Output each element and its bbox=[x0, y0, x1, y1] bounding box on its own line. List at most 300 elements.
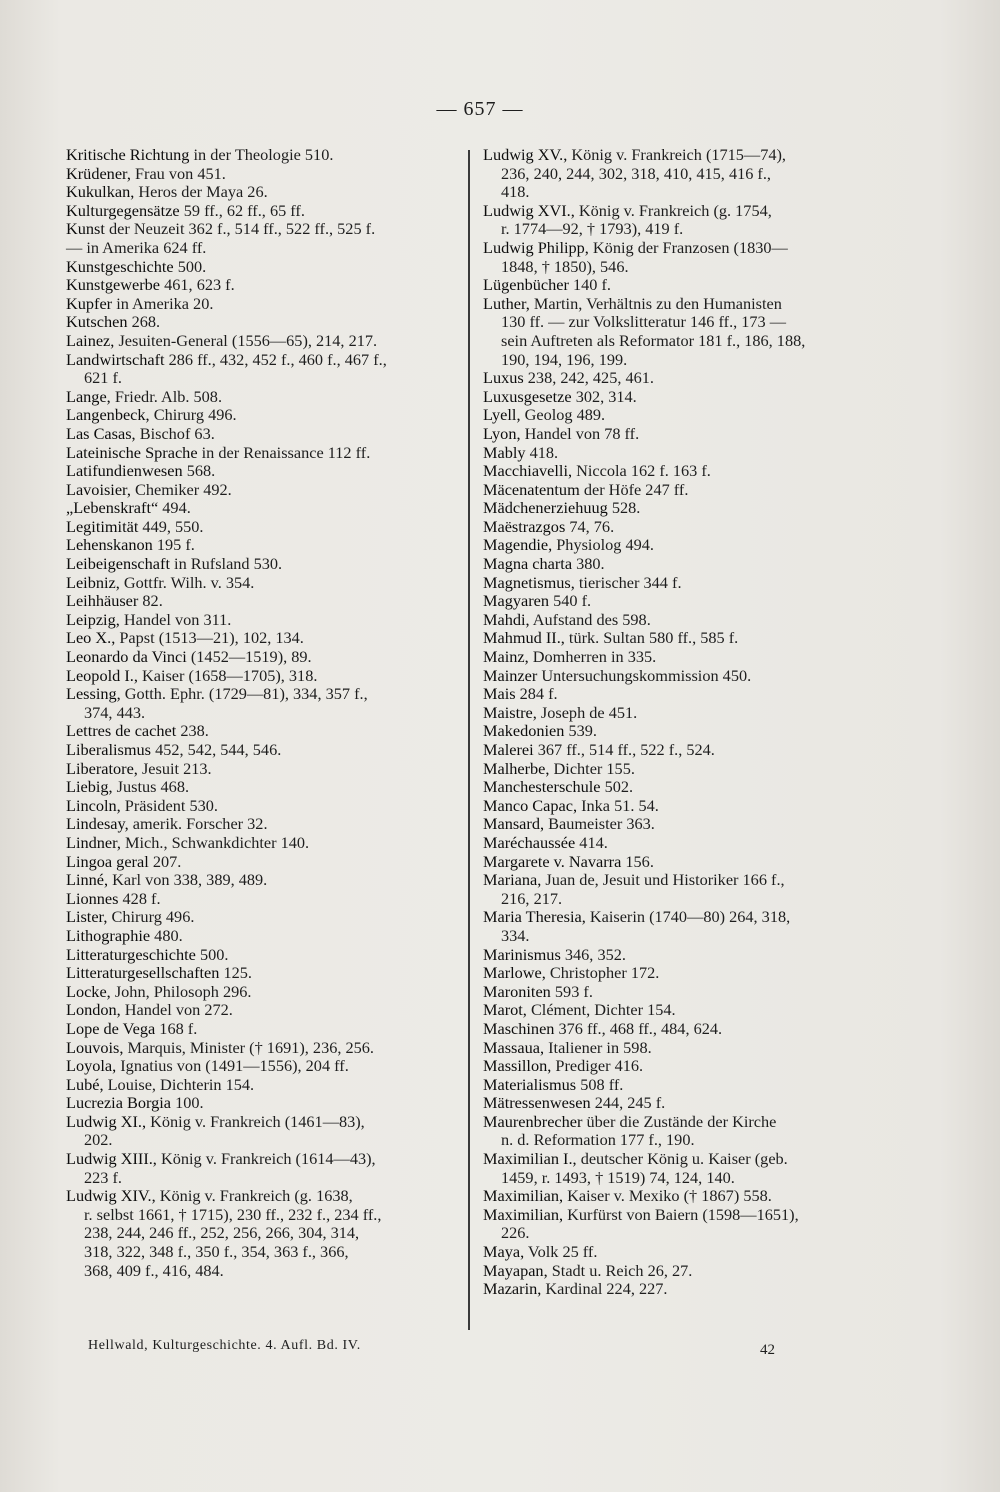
index-entry-headword: Langenbeck, bbox=[66, 405, 150, 425]
index-entry-references: Niccola 162 f. 163 f. bbox=[576, 461, 711, 481]
index-entry bbox=[483, 202, 873, 239]
index-entry-headword: Leibeigenschaft bbox=[66, 554, 170, 574]
index-entry-headword: Ludwig XIV., bbox=[66, 1186, 156, 1206]
index-entry bbox=[483, 425, 873, 444]
index-entry bbox=[483, 444, 873, 463]
index-entry-headword: Legitimität bbox=[66, 516, 139, 536]
index-entry bbox=[66, 183, 462, 202]
index-entry bbox=[66, 165, 462, 184]
index-entry-references: Gottfr. Wilh. v. 354. bbox=[123, 572, 255, 592]
index-entry-references: Präsident 530. bbox=[124, 795, 218, 815]
index-entry-headword: Maschinen bbox=[483, 1018, 555, 1038]
index-entry-continuation: 190, 194, 196, 199. bbox=[501, 349, 628, 369]
index-entry-references: 502. bbox=[604, 777, 634, 797]
index-entry bbox=[66, 351, 462, 388]
index-entry-references: 508 ff. bbox=[580, 1074, 624, 1094]
index-entry-headword: Lincoln, bbox=[66, 795, 121, 815]
index-entry-references: Kardinal 224, 227. bbox=[545, 1279, 668, 1299]
index-entry-references: Geolog 489. bbox=[524, 405, 606, 425]
index-entry-headword: Litteraturgesellschaften bbox=[66, 963, 220, 983]
index-entry-references: König v. Frankreich (1715—74), bbox=[571, 145, 786, 164]
index-entry bbox=[66, 1113, 462, 1150]
index-entry-headword: Magna charta bbox=[483, 554, 573, 574]
index-entry bbox=[483, 853, 873, 872]
index-entry bbox=[66, 927, 462, 946]
index-entry bbox=[483, 778, 873, 797]
index-entry-references: Papst (1513—21), 102, 134. bbox=[119, 628, 304, 648]
index-entry-references: 494. bbox=[162, 498, 191, 518]
index-entry bbox=[66, 146, 462, 165]
index-entry bbox=[66, 908, 462, 927]
index-entry-references: 480. bbox=[154, 925, 183, 945]
index-entry-references: König v. Frankreich (1614—43), bbox=[160, 1149, 376, 1169]
index-entry bbox=[483, 499, 873, 518]
index-entry bbox=[66, 388, 462, 407]
index-entry-headword: Materialismus bbox=[483, 1074, 577, 1094]
index-entry bbox=[483, 239, 873, 276]
index-entry bbox=[483, 648, 873, 667]
index-entry-references: in Amerika 20. bbox=[116, 293, 214, 313]
index-entry bbox=[483, 1150, 873, 1187]
index-entry-headword: Liberatore, bbox=[66, 758, 138, 778]
index-entry bbox=[483, 946, 873, 965]
index-entry bbox=[66, 629, 462, 648]
index-entry bbox=[66, 834, 462, 853]
index-entry bbox=[66, 406, 462, 425]
index-entry-references: Kurfürst von Baiern (1598—1651), bbox=[567, 1204, 799, 1224]
index-entry bbox=[66, 499, 462, 518]
index-entry-continuation: 1459, r. 1493, † 1519) 74, 124, 140. bbox=[501, 1167, 735, 1187]
index-entry bbox=[66, 574, 462, 593]
index-entry bbox=[483, 555, 873, 574]
index-entry-headword: Margarete v. Navarra bbox=[483, 851, 622, 871]
index-entry bbox=[483, 722, 873, 741]
index-entry-headword: Mäcenatentum bbox=[483, 479, 580, 499]
index-entry-references: Kaiser v. Mexiko († 1867) 558. bbox=[567, 1186, 772, 1206]
index-entry-headword: Luxus bbox=[483, 368, 524, 388]
index-entry-headword: Magnetismus, bbox=[483, 572, 575, 592]
index-column-right bbox=[483, 146, 873, 1299]
index-entry-references: Chirurg 496. bbox=[111, 907, 195, 927]
index-entry bbox=[66, 890, 462, 909]
index-entry-references: Jesuiten-General (1556—65), 214, 217. bbox=[118, 330, 378, 350]
index-entry bbox=[483, 871, 873, 908]
index-entry-continuation: r. selbst 1661, † 1715), 230 ff., 232 f., 234 ff., bbox=[84, 1204, 382, 1224]
index-entry bbox=[483, 1206, 873, 1243]
index-entry-references: Friedr. Alb. 508. bbox=[114, 386, 223, 406]
index-entry bbox=[483, 1280, 873, 1299]
index-entry bbox=[66, 295, 462, 314]
index-entry bbox=[483, 815, 873, 834]
index-entry-headword: Luther, bbox=[483, 293, 530, 313]
index-entry bbox=[66, 797, 462, 816]
index-entry bbox=[66, 1001, 462, 1020]
index-entry-references: Gotth. Ephr. (1729—81), 334, 357 f., bbox=[124, 684, 368, 704]
index-entry-references: 539. bbox=[568, 721, 597, 741]
index-entry-references: 414. bbox=[579, 832, 608, 852]
index-entry-headword: Lavoisier, bbox=[66, 479, 131, 499]
index-entry bbox=[483, 295, 873, 369]
index-entry-references: Dichter 155. bbox=[553, 758, 635, 778]
index-entry-headword: Leopold I., bbox=[66, 665, 138, 685]
index-entry-headword: Lindner, bbox=[66, 832, 121, 852]
index-entry bbox=[66, 425, 462, 444]
index-entry bbox=[483, 908, 873, 945]
index-entry-headword: Marlowe, bbox=[483, 963, 546, 983]
index-entry-references: Baumeister 363. bbox=[548, 814, 655, 834]
index-entry bbox=[66, 462, 462, 481]
index-entry bbox=[483, 1187, 873, 1206]
index-entry bbox=[66, 555, 462, 574]
index-entry-headword: Mably bbox=[483, 442, 526, 462]
index-entry-references: 244, 245 f. bbox=[594, 1093, 666, 1113]
index-entry bbox=[483, 536, 873, 555]
index-entry-headword: Ludwig XVI., bbox=[483, 200, 575, 220]
index-entry-references: 268. bbox=[131, 312, 161, 332]
index-entry bbox=[66, 667, 462, 686]
index-entry-headword: Magendie, bbox=[483, 535, 553, 555]
index-entry bbox=[483, 797, 873, 816]
index-entry-headword: Mätressenwesen bbox=[483, 1093, 591, 1113]
index-entry-references: 156. bbox=[625, 851, 654, 871]
index-entry-references: 461, 623 f. bbox=[164, 275, 235, 295]
index-entry-references: König v. Frankreich (g. 1638, bbox=[159, 1186, 353, 1206]
index-entry bbox=[483, 592, 873, 611]
index-entry-references: 540 f. bbox=[553, 591, 592, 611]
index-entry-headword: Lister, bbox=[66, 907, 108, 927]
index-entry-headword: Lettres de cachet bbox=[66, 721, 177, 741]
index-entry-headword: Lucrezia Borgia bbox=[66, 1093, 172, 1113]
index-entry bbox=[66, 220, 462, 239]
index-entry bbox=[66, 648, 462, 667]
index-entry bbox=[483, 1243, 873, 1262]
index-entry-headword: Mais bbox=[483, 684, 516, 704]
index-entry-references: 207. bbox=[152, 851, 182, 871]
index-entry bbox=[483, 388, 873, 407]
page-footer: Hellwald, Kulturgeschichte. 4. Aufl. Bd. IV. bbox=[88, 1338, 361, 1353]
index-entry-headword: Mahmud II., bbox=[483, 628, 565, 648]
index-entry-headword: Maurenbrecher bbox=[483, 1111, 583, 1131]
index-entry-references: — in Amerika 624 ff. bbox=[66, 237, 207, 257]
index-entry-headword: Marot, bbox=[483, 1000, 527, 1020]
index-entry-headword: Luxusgesetze bbox=[483, 386, 572, 406]
index-entry-references: 346, 352. bbox=[564, 944, 626, 964]
index-entry-headword: Mädchenerziehuug bbox=[483, 498, 608, 518]
index-entry-references: Kaiserin (1740—80) 264, 318, bbox=[589, 907, 791, 927]
index-entry-references: in der Renaissance 112 ff. bbox=[201, 442, 371, 462]
index-entry-headword: Mainz, bbox=[483, 647, 529, 667]
index-entry-references: Frau von 451. bbox=[134, 163, 226, 183]
index-entry-headword: Leibniz, bbox=[66, 572, 120, 592]
index-entry-headword: Lange, bbox=[66, 386, 111, 406]
index-entry bbox=[66, 276, 462, 295]
index-entry-references: 195 f. bbox=[156, 535, 195, 555]
index-entry-references: über die Zustände der Kirche bbox=[586, 1111, 777, 1131]
index-entry-headword: Massaua, bbox=[483, 1037, 545, 1057]
index-entry-references: König der Franzosen (1830— bbox=[592, 237, 788, 257]
index-entry-headword: Landwirtschaft bbox=[66, 349, 165, 369]
index-entry-references: Martin, Verhältnis zu den Humanisten bbox=[533, 293, 782, 313]
index-entry-references: 59 ff., 62 ff., 65 ff. bbox=[183, 200, 305, 220]
index-entry-references: Handel von 272. bbox=[124, 1000, 233, 1020]
index-entry-references: Joseph de 451. bbox=[540, 702, 638, 722]
index-entry-headword: Kunstgewerbe bbox=[66, 275, 161, 295]
index-entry bbox=[66, 313, 462, 332]
index-entry-references: Bischof 63. bbox=[139, 423, 215, 443]
index-entry bbox=[483, 1094, 873, 1113]
index-entry-continuation: n. d. Reformation 177 f., 190. bbox=[501, 1130, 695, 1150]
index-entry-continuation: 621 f. bbox=[84, 368, 122, 388]
index-entry-references: 452, 542, 544, 546. bbox=[155, 740, 282, 759]
index-entry-headword: Loyola, bbox=[66, 1056, 117, 1076]
index-entry bbox=[66, 741, 462, 760]
index-entry-continuation: r. 1774—92, † 1793), 419 f. bbox=[501, 219, 684, 239]
index-entry-references: Louise, Dichterin 154. bbox=[107, 1074, 255, 1094]
index-entry-references: in Rufsland 530. bbox=[174, 554, 283, 574]
index-entry bbox=[66, 202, 462, 221]
index-entry-headword: Ludwig XIII., bbox=[66, 1149, 157, 1169]
index-entry bbox=[483, 685, 873, 704]
index-entry-references: Volk 25 ff. bbox=[527, 1242, 598, 1262]
index-entry-references: Christopher 172. bbox=[549, 963, 660, 983]
index-entry-references: 302, 314. bbox=[575, 386, 637, 406]
index-entry bbox=[483, 834, 873, 853]
index-entry bbox=[66, 1020, 462, 1039]
index-entry-continuation: 216, 217. bbox=[501, 888, 563, 908]
index-entry bbox=[66, 778, 462, 797]
index-entry-references: 500. bbox=[199, 944, 229, 964]
index-entry bbox=[483, 611, 873, 630]
index-entry-references: König v. Frankreich (1461—83), bbox=[150, 1111, 365, 1131]
index-entry-continuation: 318, 322, 348 f., 350 f., 354, 363 f., 366, bbox=[84, 1242, 349, 1262]
index-entry-continuation: 1848, † 1850), 546. bbox=[501, 256, 629, 276]
index-entry-headword: Kunstgeschichte bbox=[66, 256, 174, 276]
index-entry-references: Ignatius von (1491—1556), 204 ff. bbox=[120, 1056, 349, 1076]
index-entry-headword: Louvois, bbox=[66, 1037, 124, 1057]
index-entry bbox=[66, 518, 462, 537]
index-entry-headword: Lessing, bbox=[66, 684, 121, 704]
index-entry bbox=[66, 481, 462, 500]
index-entry-references: Karl von 338, 389, 489. bbox=[112, 870, 268, 890]
index-entry bbox=[66, 1150, 462, 1187]
index-entry-headword: Ludwig XI., bbox=[66, 1111, 147, 1131]
index-entry bbox=[483, 1039, 873, 1058]
signature-mark: 42 bbox=[760, 1342, 775, 1358]
index-entry-references: Stadt u. Reich 26, 27. bbox=[551, 1260, 693, 1280]
index-entry-references: 82. bbox=[142, 591, 163, 611]
index-entry-headword: Massillon, bbox=[483, 1056, 552, 1076]
index-entry bbox=[483, 1113, 873, 1150]
index-entry bbox=[483, 1020, 873, 1039]
index-entry-headword: Mainzer bbox=[483, 665, 538, 685]
index-entry-references: 100. bbox=[175, 1093, 204, 1113]
index-entry bbox=[66, 258, 462, 277]
index-entry bbox=[66, 760, 462, 779]
index-entry-references: John, Philosoph 296. bbox=[114, 981, 252, 1001]
index-entry-references: Italiener in 598. bbox=[548, 1037, 652, 1057]
index-entry-references: 449, 550. bbox=[142, 516, 204, 536]
index-entry-headword: Lyon, bbox=[483, 423, 521, 443]
index-entry bbox=[483, 462, 873, 481]
index-entry-references: Chemiker 492. bbox=[134, 479, 232, 499]
index-entry-references: Handel von 311. bbox=[123, 609, 232, 629]
index-entry-references: amerik. Forscher 32. bbox=[132, 814, 268, 834]
index-entry-headword: Lateinische Sprache bbox=[66, 442, 198, 462]
index-entry bbox=[66, 611, 462, 630]
index-entry-headword: Kunst bbox=[66, 219, 105, 239]
index-entry-headword: Macchiavelli, bbox=[483, 461, 573, 481]
index-entry bbox=[66, 444, 462, 463]
index-entry-headword: Lope de Vega bbox=[66, 1018, 156, 1038]
index-entry-references: Jesuit 213. bbox=[141, 758, 212, 778]
index-entry bbox=[483, 146, 873, 202]
index-entry-continuation: 223 f. bbox=[84, 1167, 122, 1187]
index-entry-references: Inka 51. 54. bbox=[581, 795, 659, 815]
index-entry-references: 140 f. bbox=[572, 275, 611, 295]
index-entry-headword: Marinismus bbox=[483, 944, 561, 964]
index-entry bbox=[483, 369, 873, 388]
index-entry-headword: Litteraturgeschichte bbox=[66, 944, 196, 964]
index-entry bbox=[66, 983, 462, 1002]
index-entry-references: 74, 76. bbox=[569, 516, 615, 536]
index-entry-continuation: 368, 409 f., 416, 484. bbox=[84, 1260, 224, 1280]
index-entry-references: 428 f. bbox=[122, 888, 161, 908]
index-entry-headword: Leo X., bbox=[66, 628, 116, 648]
index-entry-headword: Lyell, bbox=[483, 405, 521, 425]
index-entry-references: Mich., Schwankdichter 140. bbox=[125, 832, 310, 852]
index-entry-continuation: 202. bbox=[84, 1130, 113, 1150]
index-entry-headword: Ludwig XV., bbox=[483, 145, 568, 164]
index-entry-headword: Makedonien bbox=[483, 721, 565, 741]
index-entry-headword: Leonardo da Vinci bbox=[66, 647, 187, 667]
index-entry bbox=[483, 481, 873, 500]
index-entry bbox=[483, 964, 873, 983]
index-entry-references: 238. bbox=[180, 721, 209, 741]
index-entry-headword: Las Casas, bbox=[66, 423, 136, 443]
index-entry-headword: Kritische Richtung bbox=[66, 145, 190, 164]
index-entry-references: Physiolog 494. bbox=[556, 535, 654, 555]
index-entry bbox=[66, 592, 462, 611]
index-entry-headword: Leipzig, bbox=[66, 609, 120, 629]
index-entry-headword: Maya, bbox=[483, 1242, 525, 1262]
index-entry-references: Marquis, Minister († 1691), 236, 256. bbox=[127, 1037, 374, 1057]
index-entry-references: deutscher König u. Kaiser (geb. bbox=[580, 1149, 788, 1169]
index-entry bbox=[66, 1187, 462, 1280]
index-entry bbox=[66, 722, 462, 741]
index-entry-headword: Locke, bbox=[66, 981, 111, 1001]
index-entry bbox=[483, 741, 873, 760]
index-entry-headword: Mariana, bbox=[483, 870, 542, 890]
index-entry-headword: Lithographie bbox=[66, 925, 151, 945]
index-entry-headword: Lehenskanon bbox=[66, 535, 153, 555]
index-entry bbox=[66, 332, 462, 351]
index-entry-headword: Maximilian, bbox=[483, 1204, 564, 1224]
index-entry-references: Aufstand des 598. bbox=[532, 609, 651, 629]
index-entry bbox=[66, 1057, 462, 1076]
column-divider bbox=[468, 150, 470, 1330]
index-entry-headword: „Lebenskraft“ bbox=[66, 498, 159, 518]
index-entry-references: Juan de, Jesuit und Historiker 166 f., bbox=[545, 870, 785, 890]
index-entry-headword: Maria Theresia, bbox=[483, 907, 586, 927]
index-entry-continuation: 334. bbox=[501, 925, 530, 945]
index-entry-references: türk. Sultan 580 ff., 585 f. bbox=[568, 628, 739, 648]
index-entry-references: Chirurg 496. bbox=[153, 405, 237, 425]
index-entry bbox=[66, 946, 462, 965]
index-entry-continuation: 236, 240, 244, 302, 318, 410, 415, 416 f., bbox=[501, 163, 771, 183]
index-entry-headword: Maistre, bbox=[483, 702, 537, 722]
index-entry bbox=[483, 406, 873, 425]
index-column-left bbox=[66, 146, 462, 1280]
index-entry bbox=[483, 1057, 873, 1076]
index-entry-headword: Mazarin, bbox=[483, 1279, 542, 1299]
index-entry-headword: Manchesterschule bbox=[483, 777, 601, 797]
index-entry-references: der Höfe 247 ff. bbox=[583, 479, 689, 499]
index-entry-headword: Maëstrazgos bbox=[483, 516, 566, 536]
index-entry bbox=[483, 629, 873, 648]
index-entry-headword: Maroniten bbox=[483, 981, 551, 1001]
index-entry-references: in der Theologie 510. bbox=[193, 145, 334, 164]
index-entry-references: 568. bbox=[186, 461, 216, 481]
index-entry-headword: Ludwig Philipp, bbox=[483, 237, 589, 257]
index-entry-continuation: 374, 443. bbox=[84, 702, 146, 722]
page-number: — 657 — bbox=[436, 98, 524, 120]
index-entry bbox=[483, 518, 873, 537]
index-entry-headword: Lainez, bbox=[66, 330, 115, 350]
index-entry bbox=[66, 536, 462, 555]
index-entry-headword: Maximilian, bbox=[483, 1186, 564, 1206]
index-entry-headword: Mansard, bbox=[483, 814, 545, 834]
index-entry bbox=[66, 685, 462, 722]
index-entry-references: 286 ff., 432, 452 f., 460 f., 467 f., bbox=[168, 349, 387, 369]
index-entry-references: Justus 468. bbox=[116, 777, 190, 797]
index-entry-headword: Kulturgegensätze bbox=[66, 200, 180, 220]
index-entry-references: Handel von 78 ff. bbox=[524, 423, 640, 443]
index-entry-references: 125. bbox=[223, 963, 252, 983]
index-entry bbox=[483, 1001, 873, 1020]
index-entry-headword: London, bbox=[66, 1000, 121, 1020]
index-entry-continuation: 130 ff. — zur Volkslitteratur 146 ff., 173 — bbox=[501, 312, 787, 332]
index-entry-references: König v. Frankreich (g. 1754, bbox=[578, 200, 772, 220]
index-entry-references: Kaiser (1658—1705), 318. bbox=[141, 665, 318, 685]
index-entry-references: 376 ff., 468 ff., 484, 624. bbox=[558, 1018, 723, 1038]
index-entry-headword: Mayapan, bbox=[483, 1260, 548, 1280]
index-entry-references: der Neuzeit 362 f., 514 ff., 522 ff., 525 f. bbox=[108, 219, 376, 239]
index-entry-continuation: 418. bbox=[501, 182, 530, 202]
index-entry-headword: Latifundienwesen bbox=[66, 461, 183, 481]
index-entry-headword: Kupfer bbox=[66, 293, 113, 313]
index-entry-headword: Leihhäuser bbox=[66, 591, 139, 611]
index-entry bbox=[66, 1094, 462, 1113]
index-entry-headword: Lubé, bbox=[66, 1074, 104, 1094]
index-entry-headword: Lingoa geral bbox=[66, 851, 149, 871]
index-entry bbox=[483, 574, 873, 593]
index-entry-headword: Kukulkan, bbox=[66, 182, 135, 202]
index-entry-headword: Lindesay, bbox=[66, 814, 129, 834]
index-entry-headword: Malherbe, bbox=[483, 758, 550, 778]
index-entry bbox=[66, 239, 462, 258]
index-entry-continuation: 226. bbox=[501, 1223, 530, 1243]
index-entry bbox=[483, 704, 873, 723]
index-entry bbox=[66, 853, 462, 872]
index-entry-headword: Magyaren bbox=[483, 591, 549, 611]
index-entry-headword: Krüdener, bbox=[66, 163, 131, 183]
index-entry-references: 528. bbox=[611, 498, 641, 518]
index-entry-headword: Lionnes bbox=[66, 888, 119, 908]
index-entry-continuation: 238, 244, 246 ff., 252, 256, 266, 304, 314, bbox=[84, 1223, 360, 1243]
index-entry-references: Untersuchungskommission 450. bbox=[541, 665, 752, 685]
index-entry-references: Clément, Dichter 154. bbox=[530, 1000, 676, 1020]
index-entry-headword: Maréchaussée bbox=[483, 832, 576, 852]
